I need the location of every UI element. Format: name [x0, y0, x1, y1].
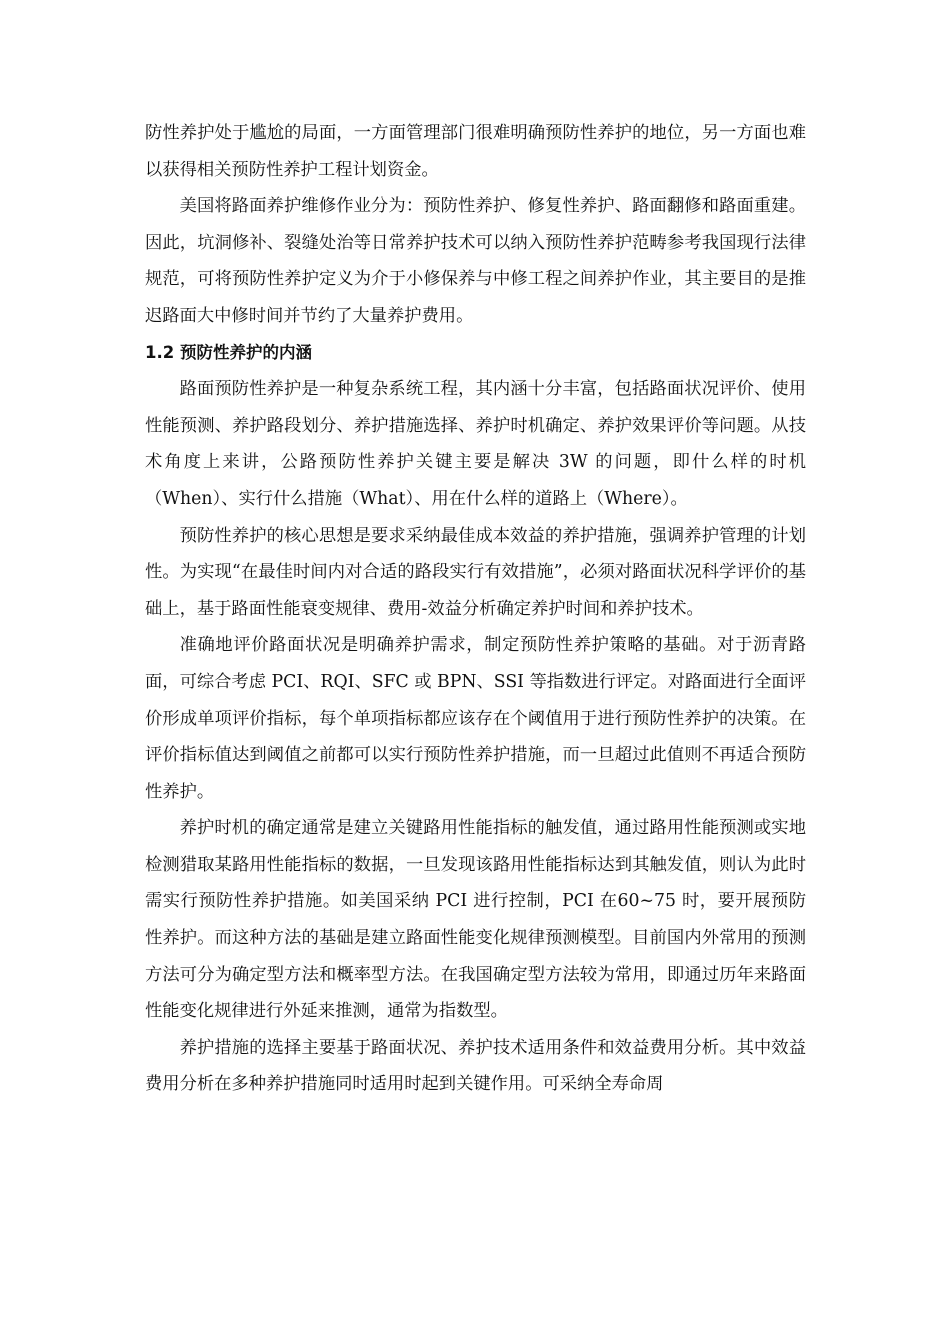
section-heading: 1.2 预防性养护的内涵 [145, 342, 312, 362]
paragraph-measure-selection: 养护措施的选择主要基于路面状况、养护技术适用条件和效益费用分析。其中效益费用分析在多种养护措施同时适用时起到关键作用。可采纳全寿命周 [145, 1037, 806, 1095]
paragraph-us-classification: 美国将路面养护维修作业分为：预防性养护、修复性养护、路面翻修和路面重建。因此，坑洞修补、裂缝处治等日常养护技术可以纳入预防性养护范畴参考我国现行法律规范，可将预防性养护定义为介于小修保养与中修工程之间养护作业，其主要目的是推迟路面大中修时间并节约了大量养护费用。 [145, 196, 806, 326]
paragraph-connotation: 路面预防性养护是一种复杂系统工程，其内涵十分丰富，包括路面状况评价、使用性能预测、养护路段划分、养护措施选择、养护时机确定、养护效果评价等问题。从技术角度上来讲，公路预防性养护关键主要是解决 3W 的问题，即什么样的时机（When）、实行什么措施（What）、用在什么样的道路上（Where）。 [145, 379, 806, 509]
paragraph-continued: 防性养护处于尴尬的局面，一方面管理部门很难明确预防性养护的地位，另一方面也难以获得相关预防性养护工程计划资金。 [145, 123, 806, 180]
paragraph-evaluation: 准确地评价路面状况是明确养护需求，制定预防性养护策略的基础。对于沥青路面，可综合考虑 PCI、RQI、SFC 或 BPN、SSI 等指数进行评定。对路面进行全面评价形成单项评价指标，每个单项指标都应该存在个阈值用于进行预防性养护的决策。在评价指标值达到阈值之前都可以实行预防性养护措施，而一旦超过此值则不再适合预防性养护。 [145, 635, 806, 802]
paragraph-core-idea: 预防性养护的核心思想是要求采纳最佳成本效益的养护措施，强调养护管理的计划性。为实现“在最佳时间内对合适的路段实行有效措施”，必须对路面状况科学评价的基础上，基于路面性能衰变规律、费用-效益分析确定养护时间和养护技术。 [145, 525, 806, 619]
document-body [145, 115, 806, 1103]
paragraph-timing: 养护时机的确定通常是建立关键路用性能指标的触发值，通过路用性能预测或实地检测猎取某路用性能指标的数据，一旦发现该路用性能指标达到其触发值，则认为此时需实行预防性养护措施。如美国采纳 PCI 进行控制，PCI 在60~75 时，要开展预防性养护。而这种方法的基础是建立路面性能变化规律预测模型。目前国内外常用的预测方法可分为确定型方法和概率型方法。在我国确定型方法较为常用，即通过历年来路面性能变化规律进行外延来推测，通常为指数型。 [145, 818, 806, 1022]
